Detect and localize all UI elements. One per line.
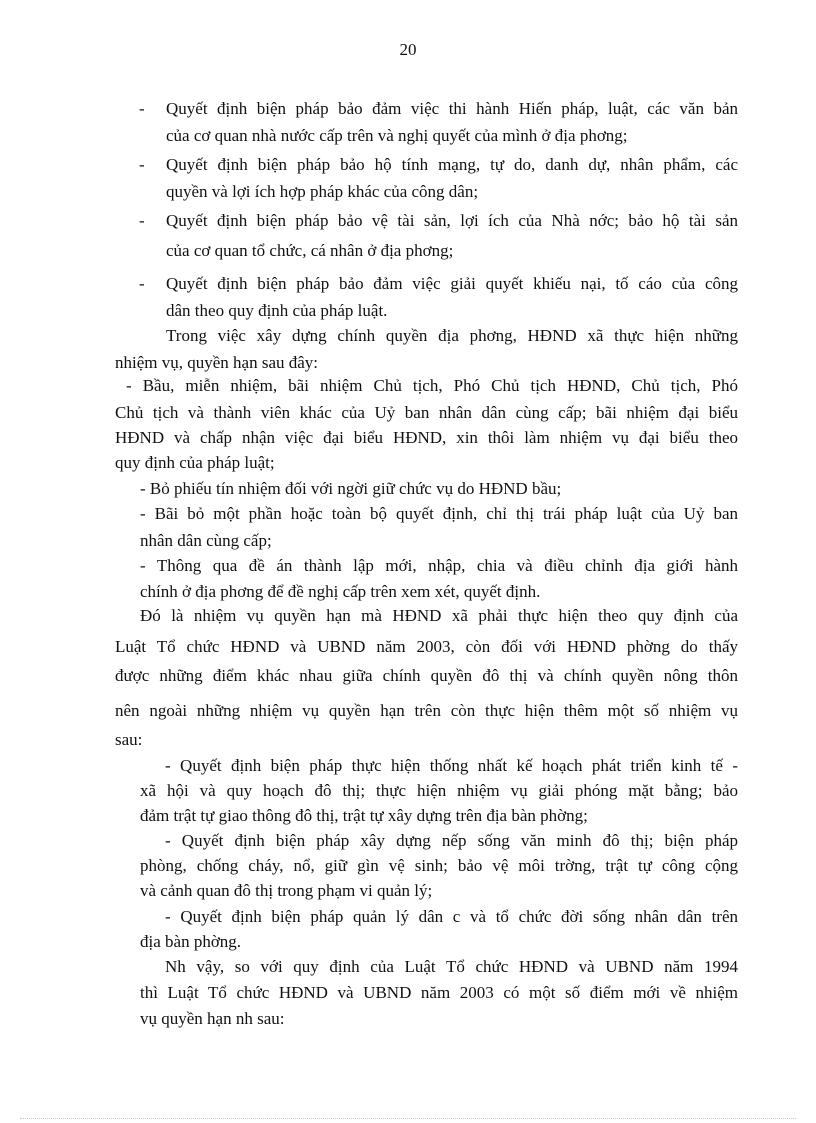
bullet-3-line-1: Quyết định biện pháp bảo vệ tài sản, lợi ích của Nhà nớc; bảo hộ tài sản — [166, 211, 738, 230]
paragraph-line: - Bầu, miễn nhiệm, bãi nhiệm Chủ tịch, Phó Chủ tịch HĐND, Chủ tịch, Phó — [126, 376, 738, 395]
paragraph-line: chính ở địa phơng để đề nghị cấp trên xem xét, quyết định. — [140, 582, 541, 601]
page-number: 20 — [399, 40, 417, 59]
bullet-4-line-1: Quyết định biện pháp bảo đảm việc giải quyết khiếu nại, tố cáo của công — [166, 274, 738, 293]
paragraph-line: Đó là nhiệm vụ quyền hạn mà HĐND xã phải thực hiện theo quy định của — [140, 606, 738, 625]
paragraph-line: - Bãi bỏ một phần hoặc toàn bộ quyết định, chỉ thị trái pháp luật của Uỷ ban — [140, 504, 738, 523]
paragraph-line: đảm trật tự giao thông đô thị, trật tự xây dựng trên địa bàn phờng; — [140, 806, 588, 825]
bullet-dash-icon: - — [139, 274, 145, 293]
bullet-3-line-2: của cơ quan tổ chức, cá nhân ở địa phơng; — [166, 241, 454, 260]
paragraph-line: thì Luật Tổ chức HĐND và UBND năm 2003 có một số điểm mới về nhiệm — [140, 983, 738, 1002]
paragraph-line: vụ quyền hạn nh sau: — [140, 1009, 285, 1028]
paragraph-line: Nh vậy, so với quy định của Luật Tổ chức HĐND và UBND năm 1994 — [165, 957, 738, 976]
paragraph-line: - Quyết định biện pháp quản lý dân c và tổ chức đời sống nhân dân trên — [165, 907, 738, 926]
bullet-dash-icon: - — [139, 99, 145, 118]
paragraph-line: phòng, chống cháy, nổ, giữ gìn vệ sinh; bảo vệ môi trờng, trật tự công cộng — [140, 856, 738, 875]
paragraph-line: - Bỏ phiếu tín nhiệm đối với ngời giữ chức vụ do HĐND bầu; — [140, 479, 562, 498]
bullet-dash-icon: - — [139, 211, 145, 230]
paragraph-line: HĐND và chấp nhận việc đại biểu HĐND, xin thôi làm nhiệm vụ đại biểu theo — [115, 428, 738, 447]
paragraph-line: quy định của pháp luật; — [115, 453, 275, 472]
paragraph-line: Chủ tịch và thành viên khác của Uỷ ban nhân dân cùng cấp; bãi nhiệm đại biểu — [115, 403, 738, 422]
bullet-dash-icon: - — [139, 155, 145, 174]
bullet-2-line-1: Quyết định biện pháp bảo hộ tính mạng, tự do, danh dự, nhân phẩm, các — [166, 155, 738, 174]
paragraph-line: Luật Tổ chức HĐND và UBND năm 2003, còn đối với HĐND phờng do thấy — [115, 637, 738, 656]
paragraph-line: - Quyết định biện pháp xây dựng nếp sống văn minh đô thị; biện pháp — [165, 831, 738, 850]
bullet-4-line-2: dân theo quy định của pháp luật. — [166, 301, 388, 320]
paragraph-line: - Thông qua đề án thành lập mới, nhập, chia và điều chỉnh địa giới hành — [140, 556, 738, 575]
paragraph-line: nên ngoài những nhiệm vụ quyền hạn trên còn thực hiện thêm một số nhiệm vụ — [115, 701, 738, 720]
paragraph-line: Trong việc xây dựng chính quyền địa phơng, HĐND xã thực hiện những — [166, 326, 738, 345]
paragraph-line: nhân dân cùng cấp; — [140, 531, 272, 550]
paragraph-line: địa bàn phờng. — [140, 932, 242, 951]
paragraph-line: sau: — [115, 730, 143, 749]
paragraph-line: và cảnh quan đô thị trong phạm vi quản lý; — [140, 881, 433, 900]
paragraph-line: được những điểm khác nhau giữa chính quyền đô thị và chính quyền nông thôn — [115, 666, 738, 685]
bullet-2-line-2: quyền và lợi ích hợp pháp khác của công dân; — [166, 182, 479, 201]
bullet-1-line-2: của cơ quan nhà nước cấp trên và nghị quyết của mình ở địa phơng; — [166, 126, 628, 145]
bottom-dotted-rule — [20, 1118, 796, 1119]
paragraph-line: - Quyết định biện pháp thực hiện thống nhất kế hoạch phát triển kinh tế - — [165, 756, 738, 775]
paragraph-line: nhiệm vụ, quyền hạn sau đây: — [115, 353, 319, 372]
bullet-1-line-1: Quyết định biện pháp bảo đảm việc thi hành Hiến pháp, luật, các văn bản — [166, 99, 738, 118]
paragraph-line: xã hội và quy hoạch đô thị; thực hiện nhiệm vụ giải phóng mặt bằng; bảo — [140, 781, 738, 800]
